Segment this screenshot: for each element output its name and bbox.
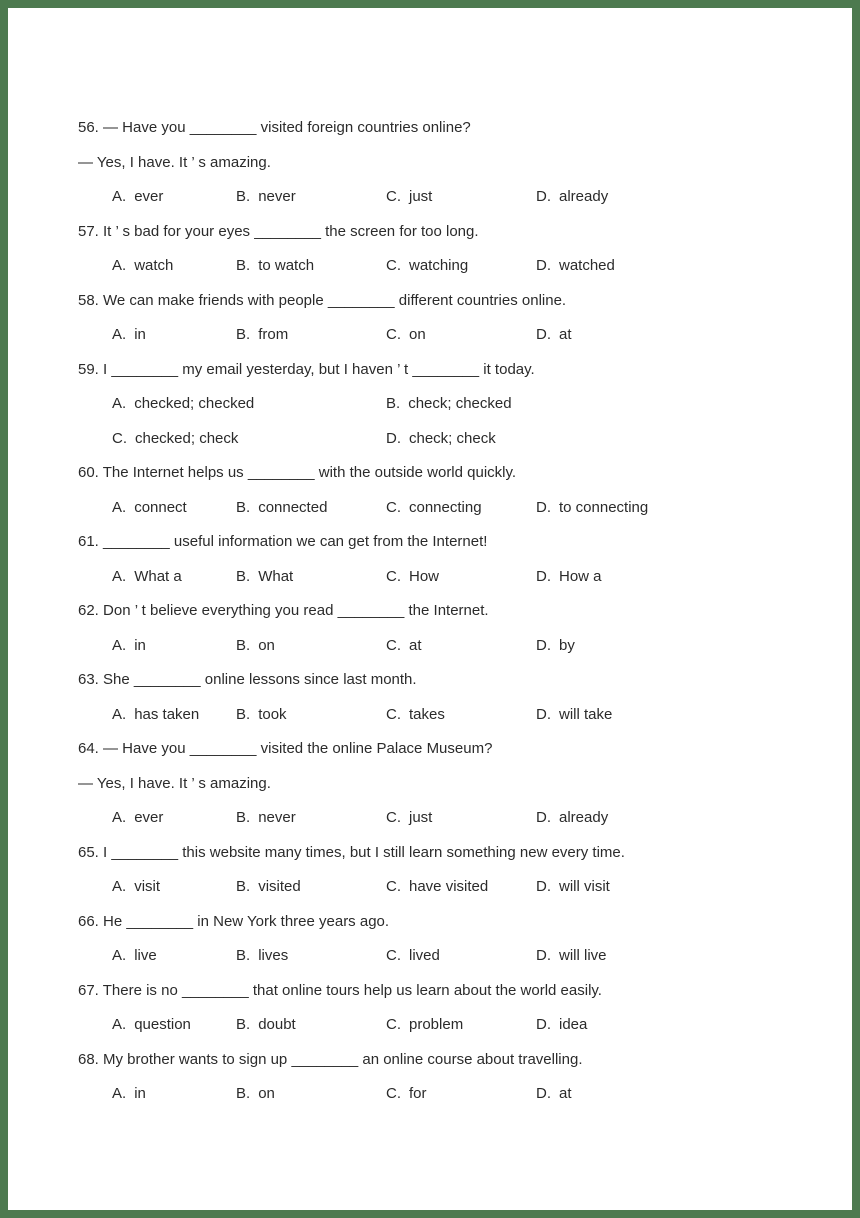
option-text: watching xyxy=(409,257,469,274)
answer-option[interactable] xyxy=(386,629,422,664)
options-row xyxy=(78,1077,818,1112)
option-letter: D. xyxy=(386,429,401,447)
options-row xyxy=(78,939,818,974)
answer-option[interactable] xyxy=(236,560,293,595)
option-text: watched xyxy=(559,257,615,274)
question-item xyxy=(78,836,818,905)
option-text: in xyxy=(134,1085,146,1102)
question-stem: 56. — Have you ________ visited foreign countries online? xyxy=(78,119,471,136)
question-item xyxy=(78,215,818,284)
option-letter: C. xyxy=(386,947,401,964)
option-letter: A. xyxy=(112,188,127,205)
answer-option[interactable] xyxy=(112,629,146,664)
answer-option[interactable] xyxy=(112,180,163,215)
options-row xyxy=(78,560,818,595)
options-row xyxy=(78,870,818,905)
option-text: from xyxy=(258,326,289,343)
option-text: will take xyxy=(559,705,613,723)
option-letter: B. xyxy=(236,257,251,274)
option-letter: B. xyxy=(386,395,401,412)
option-text: ever xyxy=(134,809,164,826)
answer-option[interactable] xyxy=(112,801,163,836)
option-text: in xyxy=(134,636,146,654)
answer-option[interactable] xyxy=(236,491,327,526)
answer-option[interactable] xyxy=(112,422,238,457)
option-letter: A. xyxy=(112,567,127,585)
option-letter: A. xyxy=(112,395,127,412)
answer-option[interactable] xyxy=(236,801,296,836)
option-text: doubt xyxy=(258,1016,296,1033)
question-item xyxy=(78,456,818,525)
answer-option[interactable] xyxy=(386,1008,463,1043)
option-letter: B. xyxy=(236,947,251,964)
question-response-line: — Yes, I have. It ’ s amazing. xyxy=(78,774,271,792)
option-text: watch xyxy=(134,257,174,274)
question-list xyxy=(78,111,818,1112)
question-item xyxy=(78,905,818,974)
option-text: on xyxy=(258,636,275,654)
option-letter: A. xyxy=(112,878,127,895)
option-letter: D. xyxy=(536,498,551,516)
answer-option[interactable] xyxy=(236,249,314,284)
answer-option[interactable] xyxy=(536,180,608,215)
answer-option[interactable] xyxy=(536,249,615,284)
option-letter: B. xyxy=(236,498,251,516)
answer-option[interactable] xyxy=(386,422,496,457)
answer-option[interactable] xyxy=(536,870,610,905)
option-letter: C. xyxy=(386,878,401,895)
option-letter: C. xyxy=(386,188,401,205)
option-text: connect xyxy=(134,498,187,516)
option-text: already xyxy=(559,188,609,205)
option-text: have visited xyxy=(409,878,489,895)
option-letter: C. xyxy=(386,1085,401,1102)
option-text: in xyxy=(134,326,146,343)
option-letter: A. xyxy=(112,636,127,654)
option-letter: D. xyxy=(536,636,551,654)
option-text: on xyxy=(409,326,426,343)
answer-option[interactable] xyxy=(386,870,488,905)
answer-option[interactable] xyxy=(386,801,432,836)
option-text: check; checked xyxy=(408,395,512,412)
option-letter: C. xyxy=(386,705,401,723)
worksheet-page xyxy=(8,8,852,1210)
question-stem: 64. — Have you ________ visited the online Palace Museum? xyxy=(78,740,493,757)
option-text: lives xyxy=(258,947,289,964)
option-letter: C. xyxy=(386,567,401,585)
options-row xyxy=(78,698,818,733)
question-response-line: — Yes, I have. It ’ s amazing. xyxy=(78,153,271,171)
option-text: problem xyxy=(409,1016,464,1033)
answer-option[interactable] xyxy=(236,939,288,974)
question-item xyxy=(78,525,818,594)
answer-option[interactable] xyxy=(386,491,482,526)
option-text: How xyxy=(409,567,440,585)
question-item xyxy=(78,111,818,215)
question-item xyxy=(78,1043,818,1112)
answer-option[interactable] xyxy=(386,560,439,595)
question-item xyxy=(78,974,818,1043)
option-letter: B. xyxy=(236,1085,251,1102)
option-text: at xyxy=(409,636,422,654)
option-text: on xyxy=(258,1085,275,1102)
option-letter: B. xyxy=(236,809,251,826)
answer-option[interactable] xyxy=(536,1008,587,1043)
option-letter: B. xyxy=(236,326,251,343)
question-stem: 62. Don ’ t believe everything you read ________ the Internet. xyxy=(78,602,489,619)
option-letter: B. xyxy=(236,1016,251,1033)
answer-option[interactable] xyxy=(112,939,157,974)
option-text: to connecting xyxy=(559,498,649,516)
option-text: never xyxy=(258,188,296,205)
answer-option[interactable] xyxy=(112,870,160,905)
answer-option[interactable] xyxy=(536,939,607,974)
option-letter: D. xyxy=(536,567,551,585)
question-stem: 58. We can make friends with people ________ different countries online. xyxy=(78,291,567,309)
answer-option[interactable] xyxy=(386,698,445,733)
answer-option[interactable] xyxy=(112,249,173,284)
option-text: never xyxy=(258,809,296,826)
question-stem: 66. He ________ in New York three years ago. xyxy=(78,912,390,930)
option-letter: C. xyxy=(386,1016,401,1033)
option-text: to watch xyxy=(258,257,315,274)
option-text: already xyxy=(559,809,609,826)
option-text: lived xyxy=(409,947,440,964)
answer-option[interactable] xyxy=(386,939,440,974)
answer-option[interactable] xyxy=(236,180,296,215)
answer-option[interactable] xyxy=(386,318,426,353)
question-item xyxy=(78,732,818,836)
option-text: How a xyxy=(559,567,602,585)
option-letter: A. xyxy=(112,1085,127,1102)
question-stem: 57. It ’ s bad for your eyes ________ the screen for too long. xyxy=(78,222,479,240)
option-letter: C. xyxy=(386,809,401,826)
answer-option[interactable] xyxy=(386,387,512,422)
option-text: at xyxy=(559,326,572,343)
question-stem: 59. I ________ my email yesterday, but I haven ’ t ________ it today. xyxy=(78,360,535,378)
option-text: takes xyxy=(409,705,445,723)
option-text: by xyxy=(559,636,575,654)
option-letter: B. xyxy=(236,878,251,895)
answer-option[interactable] xyxy=(386,180,432,215)
answer-option[interactable] xyxy=(536,1077,572,1112)
question-stem: 67. There is no ________ that online tours help us learn about the world easily. xyxy=(78,981,602,999)
option-letter: C. xyxy=(386,257,401,274)
option-text: live xyxy=(134,947,157,964)
answer-option[interactable] xyxy=(112,318,146,353)
option-text: connected xyxy=(258,498,328,516)
options-row xyxy=(78,1008,818,1043)
options-row xyxy=(78,318,818,353)
option-letter: B. xyxy=(236,188,251,205)
option-letter: A. xyxy=(112,257,127,274)
question-stem: 61. ________ useful information we can get from the Internet! xyxy=(78,533,488,550)
answer-option[interactable] xyxy=(112,560,182,595)
options-row xyxy=(78,422,818,457)
answer-option[interactable] xyxy=(112,491,187,526)
option-letter: C. xyxy=(386,498,401,516)
answer-option[interactable] xyxy=(386,1077,427,1112)
answer-option[interactable] xyxy=(536,560,602,595)
option-letter: A. xyxy=(112,326,127,343)
answer-option[interactable] xyxy=(236,1008,296,1043)
option-letter: A. xyxy=(112,705,127,723)
option-letter: C. xyxy=(386,636,401,654)
option-text: visited xyxy=(258,878,301,895)
answer-option[interactable] xyxy=(536,491,648,526)
answer-option[interactable] xyxy=(112,1077,146,1112)
answer-option[interactable] xyxy=(536,801,608,836)
option-letter: B. xyxy=(236,705,251,723)
options-row xyxy=(78,491,818,526)
answer-option[interactable] xyxy=(112,698,199,733)
option-letter: A. xyxy=(112,498,127,516)
option-text: has taken xyxy=(134,705,200,723)
answer-option[interactable] xyxy=(536,698,612,733)
options-row xyxy=(78,249,818,284)
option-text: ever xyxy=(134,188,164,205)
option-letter: B. xyxy=(236,567,251,585)
option-text: just xyxy=(409,809,433,826)
option-text: checked; checked xyxy=(134,395,255,412)
option-text: checked; check xyxy=(135,429,239,447)
answer-option[interactable] xyxy=(236,1077,275,1112)
option-text: idea xyxy=(559,1016,588,1033)
option-text: will visit xyxy=(559,878,610,895)
question-item xyxy=(78,284,818,353)
question-stem: 63. She ________ online lessons since last month. xyxy=(78,671,417,688)
option-letter: A. xyxy=(112,1016,127,1033)
answer-option[interactable] xyxy=(386,249,468,284)
option-letter: C. xyxy=(112,429,127,447)
option-letter: A. xyxy=(112,947,127,964)
option-text: What xyxy=(258,567,294,585)
option-text: will live xyxy=(559,947,607,964)
option-letter: D. xyxy=(536,188,551,205)
option-text: for xyxy=(409,1085,427,1102)
question-stem: 68. My brother wants to sign up ________ an online course about travelling. xyxy=(78,1050,583,1068)
question-item xyxy=(78,353,818,457)
option-text: at xyxy=(559,1085,572,1102)
options-row xyxy=(78,387,818,422)
option-text: visit xyxy=(134,878,161,895)
option-text: question xyxy=(134,1016,191,1033)
option-letter: B. xyxy=(236,636,251,654)
options-row xyxy=(78,180,818,215)
option-letter: D. xyxy=(536,947,551,964)
option-letter: D. xyxy=(536,326,551,343)
option-letter: D. xyxy=(536,1016,551,1033)
option-letter: D. xyxy=(536,705,551,723)
answer-option[interactable] xyxy=(112,1008,191,1043)
answer-option[interactable] xyxy=(236,629,275,664)
option-letter: D. xyxy=(536,257,551,274)
options-row xyxy=(78,801,818,836)
question-stem: 60. The Internet helps us ________ with the outside world quickly. xyxy=(78,464,517,481)
answer-option[interactable] xyxy=(536,318,572,353)
answer-option[interactable] xyxy=(112,387,254,422)
answer-option[interactable] xyxy=(236,870,301,905)
option-letter: A. xyxy=(112,809,127,826)
question-item xyxy=(78,663,818,732)
option-text: just xyxy=(409,188,433,205)
answer-option[interactable] xyxy=(236,698,287,733)
option-text: connecting xyxy=(409,498,482,516)
options-row xyxy=(78,629,818,664)
answer-option[interactable] xyxy=(236,318,288,353)
option-letter: D. xyxy=(536,878,551,895)
option-text: check; check xyxy=(409,429,496,447)
question-item xyxy=(78,594,818,663)
option-letter: D. xyxy=(536,1085,551,1102)
question-stem: 65. I ________ this website many times, but I still learn something new every time. xyxy=(78,843,625,861)
option-letter: D. xyxy=(536,809,551,826)
option-text: What a xyxy=(134,567,182,585)
option-text: took xyxy=(258,705,287,723)
option-letter: C. xyxy=(386,326,401,343)
answer-option[interactable] xyxy=(536,629,575,664)
